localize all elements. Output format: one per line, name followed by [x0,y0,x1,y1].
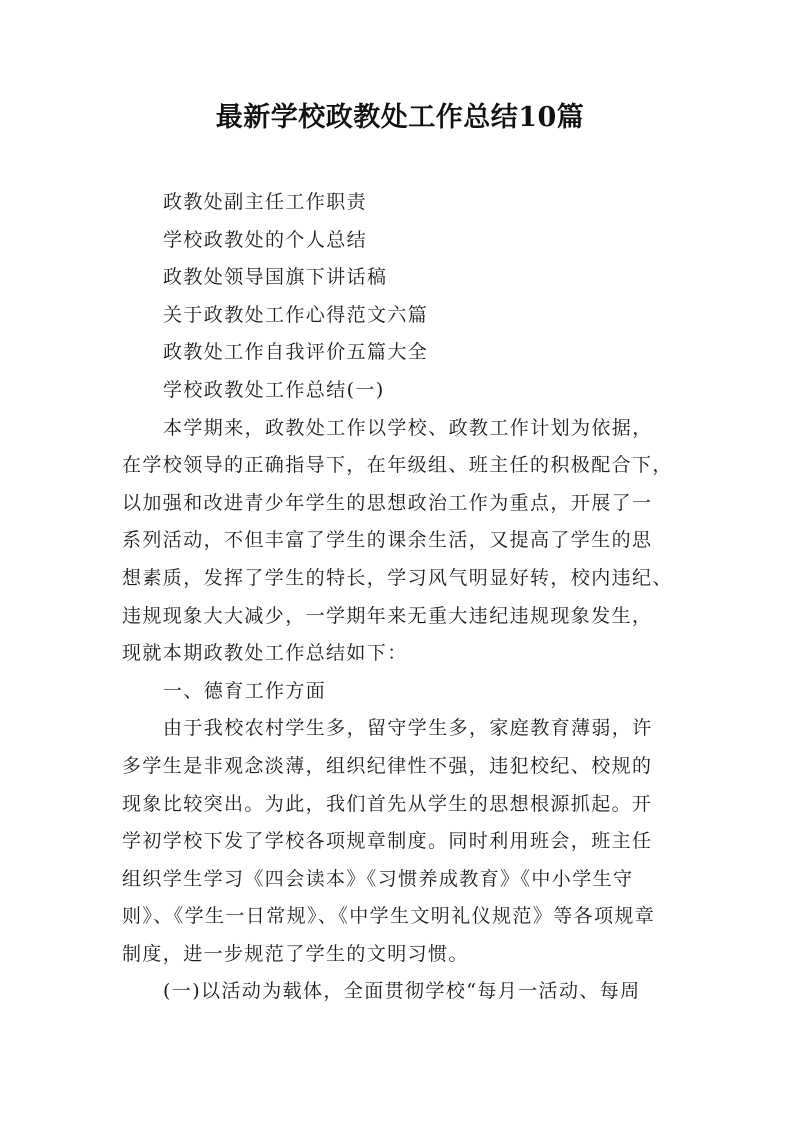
body-line: 想素质，发挥了学生的特长，学习风气明显好转，校内违纪、 [122,566,673,589]
body-line: (一)以活动为载体，全面贯彻学校“每月一活动、每周 [163,980,641,1003]
body-line: 现象比较突出。为此，我们首先从学生的思想根源抓起。开 [122,792,653,815]
body-line: 系列活动，不但丰富了学生的课余生活，又提高了学生的思 [122,529,653,552]
document-body [122,184,688,1011]
body-line: 学校政教处的个人总结 [163,228,368,251]
body-line: 以加强和改进青少年学生的思想政治工作为重点，开展了一 [122,491,653,514]
body-line: 学校政教处工作总结(一) [163,378,385,401]
body-line: 多学生是非观念淡薄，组织纪律性不强，违犯校纪、校规的 [122,754,653,777]
body-line: 违规现象大大减少，一学期年来无重大违纪违规现象发生， [122,604,653,627]
body-line: 学初学校下发了学校各项规章制度。同时利用班会，班主任 [122,830,653,853]
body-line: 现就本期政教处工作总结如下： [122,642,408,665]
body-line: 一、德育工作方面 [163,679,327,702]
body-line: 政教处副主任工作职责 [163,191,368,213]
body-line: 由于我校农村学生多，留守学生多，家庭教育薄弱，许 [163,717,653,740]
document-title: 最新学校政教处工作总结10篇 [215,102,585,133]
body-line: 则》、《学生一日常规》、《中学生文明礼仪规范》等各项规章 [122,905,656,928]
body-line: 组织学生学习《四会读本》《习惯养成教育》《中小学生守 [122,867,634,890]
body-line: 制度，进一步规范了学生的文明习惯。 [122,942,469,965]
body-line: 在学校领导的正确指导下，在年级组、班主任的积极配合下， [122,454,673,477]
body-line: 本学期来，政教处工作以学校、政教工作计划为依据， [163,416,653,439]
body-line: 政教处领导国旗下讲话稿 [163,266,388,289]
body-line: 政教处工作自我评价五篇大全 [163,341,429,364]
body-line: 关于政教处工作心得范文六篇 [163,303,429,326]
